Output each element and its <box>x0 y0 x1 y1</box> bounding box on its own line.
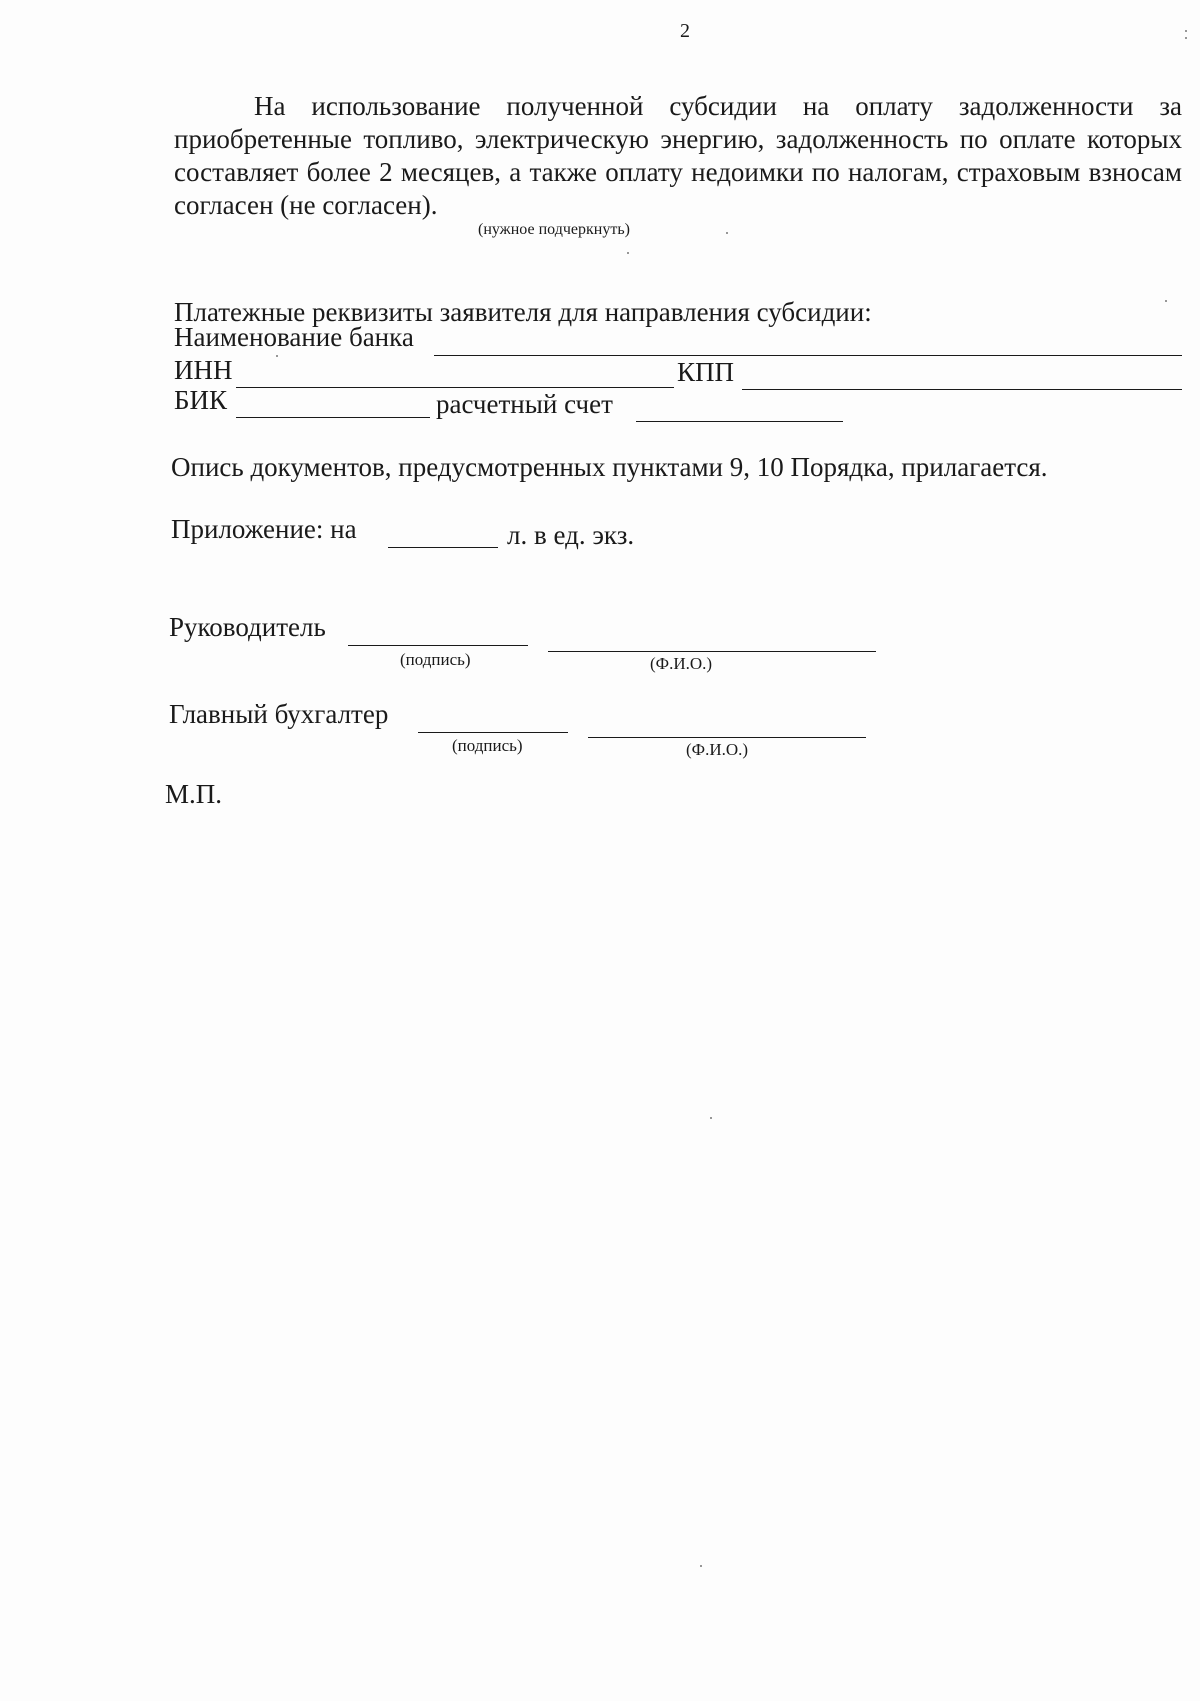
chief-accountant-label: Главный бухгалтер <box>169 699 389 729</box>
scan-speck <box>1185 37 1187 39</box>
inn-field[interactable] <box>236 387 674 388</box>
bik-label: БИК <box>174 385 228 415</box>
account-field[interactable] <box>636 421 843 422</box>
bik-field[interactable] <box>236 417 430 418</box>
scan-speck <box>726 232 728 234</box>
inventory-text: Опись документов, предусмотренных пунктами 9, 10 Порядка, прилагается. <box>171 452 1048 482</box>
kpp-label: КПП <box>677 357 735 387</box>
scan-speck <box>700 1565 702 1567</box>
attachment-prefix: Приложение: на <box>171 514 357 544</box>
bank-name-field[interactable] <box>434 355 1182 356</box>
page-number: 2 <box>680 20 690 42</box>
underline-hint: (нужное подчеркнуть) <box>478 221 630 238</box>
head-name-field[interactable] <box>548 651 876 652</box>
scan-speck <box>1185 30 1187 32</box>
chief-accountant-signature-field[interactable] <box>418 732 568 733</box>
attachment-suffix: л. в ед. экз. <box>507 520 635 550</box>
chief-accountant-signature-hint: (подпись) <box>452 736 523 755</box>
attachment-line <box>171 514 357 545</box>
consent-paragraph <box>174 90 1182 222</box>
bank-name-label: Наименование банка <box>174 322 414 352</box>
chief-accountant-name-field[interactable] <box>588 737 866 738</box>
inn-label: ИНН <box>174 355 233 385</box>
scan-speck <box>1165 300 1167 302</box>
attachment-pages-field[interactable] <box>388 547 498 548</box>
scan-speck <box>710 1117 712 1119</box>
requisites-title: Платежные реквизиты заявителя для направления субсидии: <box>174 297 872 327</box>
scan-speck <box>627 252 629 254</box>
head-name-hint: (Ф.И.О.) <box>650 654 713 673</box>
stamp-place: М.П. <box>165 779 223 809</box>
head-signature-hint: (подпись) <box>400 650 471 669</box>
chief-accountant-name-hint: (Ф.И.О.) <box>686 740 749 759</box>
scan-speck <box>276 355 278 357</box>
head-label: Руководитель <box>169 612 326 642</box>
account-label: расчетный счет <box>436 389 613 419</box>
head-signature-field[interactable] <box>348 645 528 646</box>
kpp-field[interactable] <box>742 389 1182 390</box>
consent-text: На использование полученной субсидии на оплату задолженности за приобретенные топливо, электрическую энергию, задолженность по оплате которых составляет более 2 месяцев, а также оплату недоимки по налогам, страховым взносам согласен (не согласен). <box>174 91 1182 220</box>
